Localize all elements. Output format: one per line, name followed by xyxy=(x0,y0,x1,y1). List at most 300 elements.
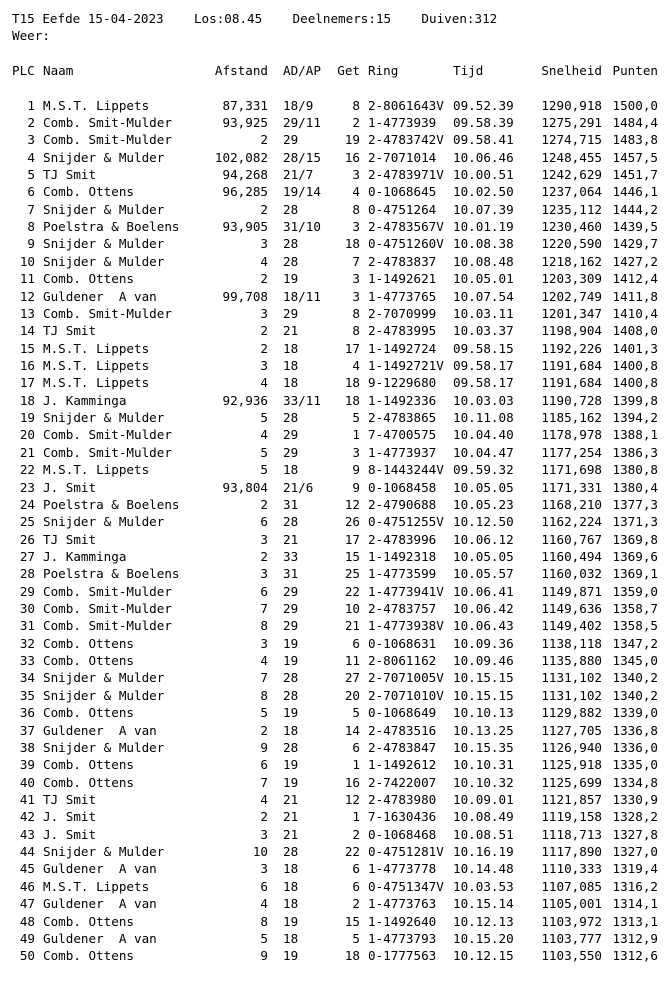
adap-cell: 21/7 xyxy=(283,167,314,183)
points-cell: 1444,2 xyxy=(612,201,658,217)
time-cell: 10.09.46 xyxy=(453,653,514,669)
place-cell: 14 xyxy=(19,323,35,339)
table-row xyxy=(0,600,670,617)
points-cell: 1336,8 xyxy=(612,722,658,738)
time-cell: 10.06.43 xyxy=(453,618,514,634)
table-row xyxy=(0,340,670,357)
points-cell: 1401,3 xyxy=(612,340,658,356)
table-row xyxy=(0,409,670,426)
speed-cell: 1160,494 xyxy=(541,548,602,564)
time-cell: 10.05.01 xyxy=(453,271,514,287)
col-header-tijd: Tijd xyxy=(453,63,484,79)
adap-cell: 19 xyxy=(283,705,299,721)
distance-cell: 6 xyxy=(260,757,268,773)
time-cell: 10.15.15 xyxy=(453,687,514,703)
ring-cell: 2-4783516 xyxy=(368,722,437,738)
adap-cell: 19/14 xyxy=(283,184,321,200)
points-cell: 1410,4 xyxy=(612,305,658,321)
get-cell: 22 xyxy=(344,844,360,860)
ring-cell: 2-4783971V xyxy=(368,167,444,183)
distance-cell: 2 xyxy=(260,201,268,217)
time-cell: 09.58.39 xyxy=(453,114,514,130)
name-cell: Snijder & Mulder xyxy=(43,410,165,426)
points-cell: 1369,6 xyxy=(612,548,658,564)
speed-cell: 1117,890 xyxy=(541,844,602,860)
place-cell: 18 xyxy=(19,392,35,408)
points-cell: 1429,7 xyxy=(612,236,658,252)
table-row xyxy=(0,461,670,478)
time-cell: 09.58.17 xyxy=(453,358,514,373)
points-cell: 1327,0 xyxy=(612,844,658,860)
speed-cell: 1107,085 xyxy=(541,878,602,894)
time-cell: 10.06.12 xyxy=(453,531,514,547)
ring-cell: 1-1492318 xyxy=(368,548,437,564)
get-cell: 3 xyxy=(352,444,360,460)
get-cell: 18 xyxy=(344,236,360,252)
points-cell: 1314,1 xyxy=(612,896,658,912)
points-cell: 1400,8 xyxy=(612,358,658,373)
points-cell: 1412,4 xyxy=(612,271,658,287)
distance-cell: 3 xyxy=(260,305,268,321)
time-cell: 10.12.15 xyxy=(453,948,514,964)
place-cell: 30 xyxy=(19,601,35,617)
adap-cell: 28 xyxy=(283,687,299,703)
time-cell: 10.06.42 xyxy=(453,601,514,617)
table-row xyxy=(0,826,670,843)
table-row xyxy=(0,357,670,374)
speed-cell: 1191,684 xyxy=(541,358,602,373)
points-cell: 1388,1 xyxy=(612,427,658,443)
adap-cell: 18 xyxy=(283,861,299,877)
distance-cell: 96,285 xyxy=(222,184,268,200)
distance-cell: 4 xyxy=(260,427,268,443)
table-row xyxy=(0,878,670,895)
points-cell: 1394,2 xyxy=(612,410,658,426)
table-row xyxy=(0,652,670,669)
place-cell: 21 xyxy=(19,444,35,460)
name-cell: J. Kamminga xyxy=(43,548,127,564)
adap-cell: 21 xyxy=(283,809,299,825)
name-cell: Comb. Smit-Mulder xyxy=(43,601,172,617)
place-cell: 49 xyxy=(19,930,35,946)
name-cell: Snijder & Mulder xyxy=(43,739,165,755)
adap-cell: 29 xyxy=(283,427,299,443)
distance-cell: 5 xyxy=(260,930,268,946)
points-cell: 1312,9 xyxy=(612,930,658,946)
ring-cell: 1-4773938V xyxy=(368,618,444,634)
adap-cell: 18 xyxy=(283,375,299,391)
ring-cell: 2-4783980 xyxy=(368,792,437,807)
adap-cell: 28 xyxy=(283,253,299,269)
get-cell: 3 xyxy=(352,288,360,304)
table-row xyxy=(0,183,670,200)
ring-cell: 0-4751347V xyxy=(368,878,444,894)
ring-cell: 2-8061162 xyxy=(368,653,437,669)
table-row xyxy=(0,131,670,148)
get-cell: 8 xyxy=(352,97,360,113)
distance-cell: 92,936 xyxy=(222,392,268,408)
col-header-snelheid: Snelheid xyxy=(541,63,602,79)
ring-cell: 2-4783847 xyxy=(368,739,437,755)
speed-cell: 1160,767 xyxy=(541,531,602,547)
adap-cell: 19 xyxy=(283,653,299,669)
table-row xyxy=(0,322,670,339)
points-cell: 1327,8 xyxy=(612,826,658,842)
speed-cell: 1198,904 xyxy=(541,323,602,339)
adap-cell: 29/11 xyxy=(283,114,321,130)
points-cell: 1340,2 xyxy=(612,670,658,686)
table-row xyxy=(0,426,670,443)
place-cell: 23 xyxy=(19,479,35,495)
points-cell: 1427,2 xyxy=(612,253,658,269)
adap-cell: 29 xyxy=(283,132,299,148)
place-cell: 32 xyxy=(19,635,35,651)
ring-cell: 2-7422007 xyxy=(368,774,437,790)
get-cell: 17 xyxy=(344,340,360,356)
ring-cell: 2-7071014 xyxy=(368,149,437,165)
time-cell: 10.05.57 xyxy=(453,566,514,582)
adap-cell: 29 xyxy=(283,444,299,460)
speed-cell: 1203,309 xyxy=(541,271,602,287)
table-row xyxy=(0,895,670,912)
ring-cell: 7-1630436 xyxy=(368,809,437,825)
ring-cell: 2-7070999 xyxy=(368,305,437,321)
ring-cell: 1-4773793 xyxy=(368,930,437,946)
ring-cell: 1-1492612 xyxy=(368,757,437,773)
distance-cell: 93,905 xyxy=(222,219,268,235)
place-cell: 5 xyxy=(27,167,35,183)
time-cell: 10.15.14 xyxy=(453,896,514,912)
ring-cell: 1-1492721V xyxy=(368,358,444,373)
get-cell: 17 xyxy=(344,531,360,547)
adap-cell: 18 xyxy=(283,722,299,738)
get-cell: 4 xyxy=(352,358,360,373)
points-cell: 1345,0 xyxy=(612,653,658,669)
ring-cell: 1-4773937 xyxy=(368,444,437,460)
place-cell: 12 xyxy=(19,288,35,304)
ring-cell: 1-4773763 xyxy=(368,896,437,912)
distance-cell: 8 xyxy=(260,913,268,929)
adap-cell: 18/11 xyxy=(283,288,321,304)
time-cell: 10.11.08 xyxy=(453,410,514,426)
speed-cell: 1178,978 xyxy=(541,427,602,443)
points-cell: 1483,8 xyxy=(612,132,658,148)
points-cell: 1335,0 xyxy=(612,757,658,773)
name-cell: Comb. Ottens xyxy=(43,913,134,929)
points-cell: 1446,1 xyxy=(612,184,658,200)
points-cell: 1316,2 xyxy=(612,878,658,894)
place-cell: 48 xyxy=(19,913,35,929)
adap-cell: 18 xyxy=(283,358,299,373)
adap-cell: 19 xyxy=(283,635,299,651)
get-cell: 20 xyxy=(344,687,360,703)
distance-cell: 2 xyxy=(260,809,268,825)
time-cell: 10.03.11 xyxy=(453,305,514,321)
speed-cell: 1290,918 xyxy=(541,97,602,113)
distance-cell: 4 xyxy=(260,896,268,912)
table-row xyxy=(0,201,670,218)
distance-cell: 4 xyxy=(260,375,268,391)
points-cell: 1313,1 xyxy=(612,913,658,929)
get-cell: 27 xyxy=(344,670,360,686)
distance-cell: 4 xyxy=(260,792,268,807)
col-header-adap: AD/AP xyxy=(283,63,321,79)
ring-cell: 0-1068631 xyxy=(368,635,437,651)
place-cell: 11 xyxy=(19,271,35,287)
ring-cell: 2-4783757 xyxy=(368,601,437,617)
time-cell: 10.09.36 xyxy=(453,635,514,651)
speed-cell: 1103,777 xyxy=(541,930,602,946)
place-cell: 45 xyxy=(19,861,35,877)
table-row xyxy=(0,288,670,305)
points-cell: 1411,8 xyxy=(612,288,658,304)
ring-cell: 1-4773599 xyxy=(368,566,437,582)
name-cell: Comb. Ottens xyxy=(43,271,134,287)
points-cell: 1330,9 xyxy=(612,792,658,807)
table-row xyxy=(0,843,670,860)
time-cell: 10.10.31 xyxy=(453,757,514,773)
ring-cell: 9-1229680 xyxy=(368,375,437,391)
time-cell: 10.05.05 xyxy=(453,479,514,495)
name-cell: Guldener A van xyxy=(43,896,157,912)
get-cell: 1 xyxy=(352,757,360,773)
points-cell: 1369,8 xyxy=(612,531,658,547)
speed-cell: 1105,001 xyxy=(541,896,602,912)
distance-cell: 3 xyxy=(260,826,268,842)
table-row xyxy=(0,479,670,496)
table-row xyxy=(0,235,670,252)
get-cell: 6 xyxy=(352,878,360,894)
distance-cell: 8 xyxy=(260,687,268,703)
place-cell: 9 xyxy=(27,236,35,252)
table-row xyxy=(0,496,670,513)
adap-cell: 21 xyxy=(283,531,299,547)
points-cell: 1457,5 xyxy=(612,149,658,165)
name-cell: Snijder & Mulder xyxy=(43,253,165,269)
ring-cell: 1-1492336 xyxy=(368,392,437,408)
distance-cell: 6 xyxy=(260,878,268,894)
points-cell: 1439,5 xyxy=(612,219,658,235)
points-cell: 1328,2 xyxy=(612,809,658,825)
get-cell: 14 xyxy=(344,722,360,738)
table-row xyxy=(0,218,670,235)
speed-cell: 1162,224 xyxy=(541,514,602,530)
name-cell: Comb. Smit-Mulder xyxy=(43,444,172,460)
ring-cell: 1-4773941V xyxy=(368,583,444,599)
name-cell: Comb. Smit-Mulder xyxy=(43,618,172,634)
time-cell: 10.10.32 xyxy=(453,774,514,790)
speed-cell: 1127,705 xyxy=(541,722,602,738)
speed-cell: 1177,254 xyxy=(541,444,602,460)
time-cell: 10.15.35 xyxy=(453,739,514,755)
get-cell: 16 xyxy=(344,774,360,790)
adap-cell: 31 xyxy=(283,496,299,512)
ring-cell: 2-4783567V xyxy=(368,219,444,235)
get-cell: 6 xyxy=(352,861,360,877)
time-cell: 10.08.48 xyxy=(453,253,514,269)
distance-cell: 3 xyxy=(260,566,268,582)
speed-cell: 1168,210 xyxy=(541,496,602,512)
distance-cell: 2 xyxy=(260,323,268,339)
place-cell: 27 xyxy=(19,548,35,564)
table-row xyxy=(0,253,670,270)
ring-cell: 0-1068468 xyxy=(368,826,437,842)
name-cell: Guldener A van xyxy=(43,930,157,946)
name-cell: Snijder & Mulder xyxy=(43,670,165,686)
place-cell: 25 xyxy=(19,514,35,530)
place-cell: 28 xyxy=(19,566,35,582)
distance-cell: 94,268 xyxy=(222,167,268,183)
speed-cell: 1103,972 xyxy=(541,913,602,929)
distance-cell: 3 xyxy=(260,635,268,651)
time-cell: 10.15.15 xyxy=(453,670,514,686)
time-cell: 10.00.51 xyxy=(453,167,514,183)
ring-cell: 1-4773765 xyxy=(368,288,437,304)
name-cell: Comb. Ottens xyxy=(43,757,134,773)
adap-cell: 29 xyxy=(283,601,299,617)
ring-cell: 1-4773778 xyxy=(368,861,437,877)
get-cell: 3 xyxy=(352,167,360,183)
place-cell: 35 xyxy=(19,687,35,703)
place-cell: 24 xyxy=(19,496,35,512)
place-cell: 16 xyxy=(19,358,35,373)
time-cell: 09.58.41 xyxy=(453,132,514,148)
get-cell: 3 xyxy=(352,271,360,287)
col-header-ring: Ring xyxy=(368,63,399,79)
speed-cell: 1131,102 xyxy=(541,670,602,686)
ring-cell: 2-4783837 xyxy=(368,253,437,269)
name-cell: Snijder & Mulder xyxy=(43,236,165,252)
get-cell: 2 xyxy=(352,114,360,130)
place-cell: 40 xyxy=(19,774,35,790)
place-cell: 7 xyxy=(27,201,35,217)
get-cell: 5 xyxy=(352,930,360,946)
speed-cell: 1126,940 xyxy=(541,739,602,755)
speed-cell: 1248,455 xyxy=(541,149,602,165)
table-row xyxy=(0,791,670,808)
speed-cell: 1171,698 xyxy=(541,462,602,478)
adap-cell: 28 xyxy=(283,739,299,755)
ring-cell: 2-8061643V xyxy=(368,97,444,113)
adap-cell: 28 xyxy=(283,236,299,252)
table-row xyxy=(0,444,670,461)
col-header-plc: PLC xyxy=(12,63,35,79)
speed-cell: 1121,857 xyxy=(541,792,602,807)
table-row xyxy=(0,97,670,114)
time-cell: 10.04.47 xyxy=(453,444,514,460)
ring-cell: 1-1492724 xyxy=(368,340,437,356)
name-cell: Comb. Ottens xyxy=(43,774,134,790)
place-cell: 4 xyxy=(27,149,35,165)
ring-cell: 0-4751264 xyxy=(368,201,437,217)
distance-cell: 2 xyxy=(260,340,268,356)
ring-cell: 0-1068649 xyxy=(368,705,437,721)
table-row xyxy=(0,930,670,947)
name-cell: Comb. Ottens xyxy=(43,184,134,200)
speed-cell: 1135,880 xyxy=(541,653,602,669)
distance-cell: 10 xyxy=(252,844,268,860)
get-cell: 1 xyxy=(352,427,360,443)
distance-cell: 7 xyxy=(260,774,268,790)
distance-cell: 2 xyxy=(260,132,268,148)
speed-cell: 1242,629 xyxy=(541,167,602,183)
get-cell: 4 xyxy=(352,184,360,200)
place-cell: 38 xyxy=(19,739,35,755)
speed-cell: 1218,162 xyxy=(541,253,602,269)
distance-cell: 8 xyxy=(260,618,268,634)
distance-cell: 2 xyxy=(260,496,268,512)
name-cell: TJ Smit xyxy=(43,792,97,807)
points-cell: 1340,2 xyxy=(612,687,658,703)
time-cell: 09.59.32 xyxy=(453,462,514,478)
points-cell: 1347,2 xyxy=(612,635,658,651)
speed-cell: 1110,333 xyxy=(541,861,602,877)
place-cell: 47 xyxy=(19,896,35,912)
name-cell: M.S.T. Lippets xyxy=(43,462,150,478)
place-cell: 2 xyxy=(27,114,35,130)
name-cell: TJ Smit xyxy=(43,323,97,339)
table-row xyxy=(0,947,670,964)
adap-cell: 28 xyxy=(283,410,299,426)
name-cell: Guldener A van xyxy=(43,861,157,877)
time-cell: 10.06.46 xyxy=(453,149,514,165)
get-cell: 2 xyxy=(352,826,360,842)
get-cell: 6 xyxy=(352,739,360,755)
time-cell: 09.58.15 xyxy=(453,340,514,356)
adap-cell: 28 xyxy=(283,844,299,860)
time-cell: 09.58.17 xyxy=(453,375,514,391)
speed-cell: 1125,699 xyxy=(541,774,602,790)
points-cell: 1319,4 xyxy=(612,861,658,877)
get-cell: 25 xyxy=(344,566,360,582)
name-cell: Snijder & Mulder xyxy=(43,149,165,165)
speed-cell: 1118,713 xyxy=(541,826,602,842)
adap-cell: 19 xyxy=(283,757,299,773)
place-cell: 10 xyxy=(19,253,35,269)
distance-cell: 9 xyxy=(260,739,268,755)
speed-cell: 1275,291 xyxy=(541,114,602,130)
table-row xyxy=(0,617,670,634)
get-cell: 8 xyxy=(352,201,360,217)
name-cell: Snijder & Mulder xyxy=(43,844,165,860)
place-cell: 20 xyxy=(19,427,35,443)
speed-cell: 1185,162 xyxy=(541,410,602,426)
time-cell: 10.03.03 xyxy=(453,392,514,408)
get-cell: 7 xyxy=(352,253,360,269)
name-cell: M.S.T. Lippets xyxy=(43,358,150,373)
points-cell: 1386,3 xyxy=(612,444,658,460)
name-cell: Comb. Ottens xyxy=(43,653,134,669)
ring-cell: 0-4751255V xyxy=(368,514,444,530)
speed-cell: 1138,118 xyxy=(541,635,602,651)
speed-cell: 1160,032 xyxy=(541,566,602,582)
time-cell: 10.03.37 xyxy=(453,323,514,339)
time-cell: 10.12.13 xyxy=(453,913,514,929)
time-cell: 10.14.48 xyxy=(453,861,514,877)
place-cell: 36 xyxy=(19,705,35,721)
table-row xyxy=(0,669,670,686)
speed-cell: 1220,590 xyxy=(541,236,602,252)
time-cell: 10.06.41 xyxy=(453,583,514,599)
time-cell: 10.15.20 xyxy=(453,930,514,946)
ring-cell: 2-7071010V xyxy=(368,687,444,703)
column-header-row xyxy=(0,62,670,79)
distance-cell: 3 xyxy=(260,358,268,373)
name-cell: Poelstra & Boelens xyxy=(43,219,180,235)
points-cell: 1377,3 xyxy=(612,496,658,512)
points-cell: 1500,0 xyxy=(612,97,658,113)
adap-cell: 18 xyxy=(283,462,299,478)
